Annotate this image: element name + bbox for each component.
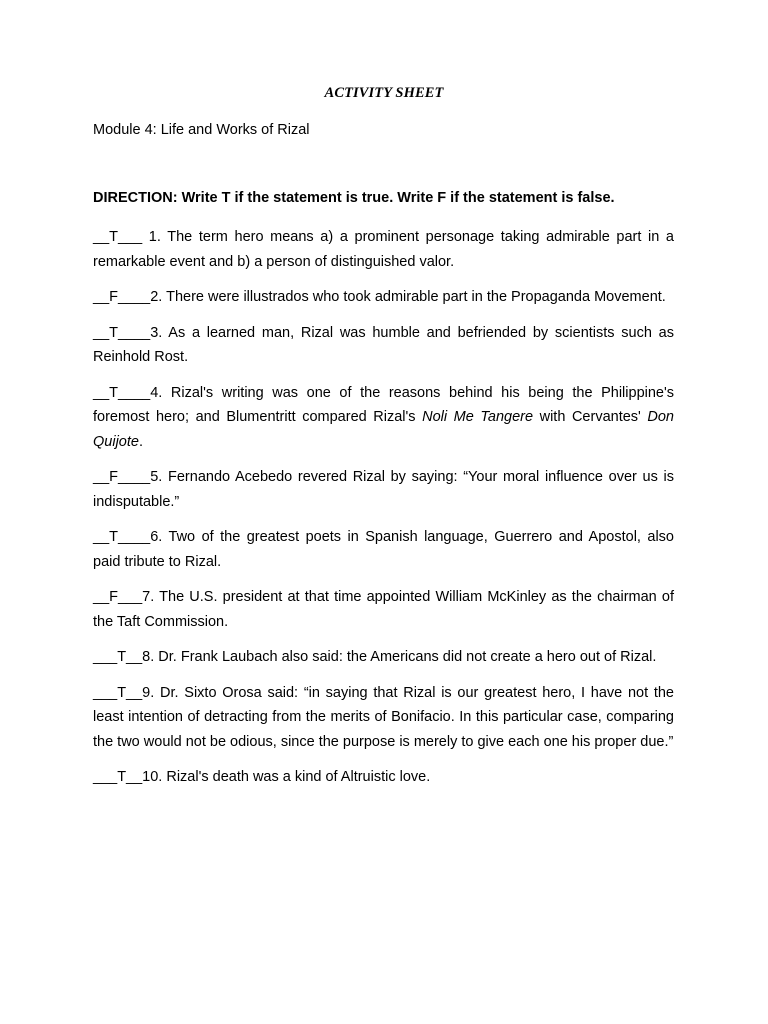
page-title: ACTIVITY SHEET [324,85,444,101]
question-item-2: __F____2. There were illustrados who took admirable part in the Propaganda Movement. [93,289,666,305]
question-list [93,225,674,801]
module-heading: Module 4: Life and Works of Rizal [93,122,310,138]
question-item-7: __F___7. The U.S. president at that time appointed William McKinley as the chairman of the Taft Commission. [93,589,674,630]
question-item-4-part-2: with Cervantes' [533,409,648,425]
question-item-4 [93,381,674,455]
question-item-6: __T____6. Two of the greatest poets in Spanish language, Guerrero and Apostol, also paid tribute to Rizal. [93,529,674,570]
question-item-10: ___T__10. Rizal's death was a kind of Altruistic love. [93,769,431,785]
question-item-4-part-3: . [138,433,143,450]
question-item-1: __T___ 1. The term hero means a) a prominent personage taking admirable part in a remarkable event and b) a person of distinguished valor. [93,229,674,270]
question-item-3: __T____3. As a learned man, Rizal was humble and befriended by scientists such as Reinhold Rost. [93,324,674,365]
direction-text: DIRECTION: Write T if the statement is true. Write F if the statement is false. [93,190,615,206]
question-item-9: ___T__9. Dr. Sixto Orosa said: “in saying that Rizal is our greatest hero, I have not the least intention of detracting from the merits of Bonifacio. In this particular case, comparing the two would not be odious, since the purpose is merely to give each one his proper due.” [93,684,674,750]
book-title-quijote: Don Quijote [93,409,674,450]
question-item-8: ___T__8. Dr. Frank Laubach also said: the Americans did not create a hero out of Rizal. [93,649,657,665]
question-item-4-part-1: __T____4. Rizal's writing was one of the reasons behind his being the Philippine's foremost hero; and Blumentritt compared Rizal's [93,384,674,425]
question-item-5: __F____5. Fernando Acebedo revered Rizal by saying: “Your moral influence over us is indisputable.” [93,469,674,510]
book-title-noli: Noli Me Tangere [422,409,534,425]
